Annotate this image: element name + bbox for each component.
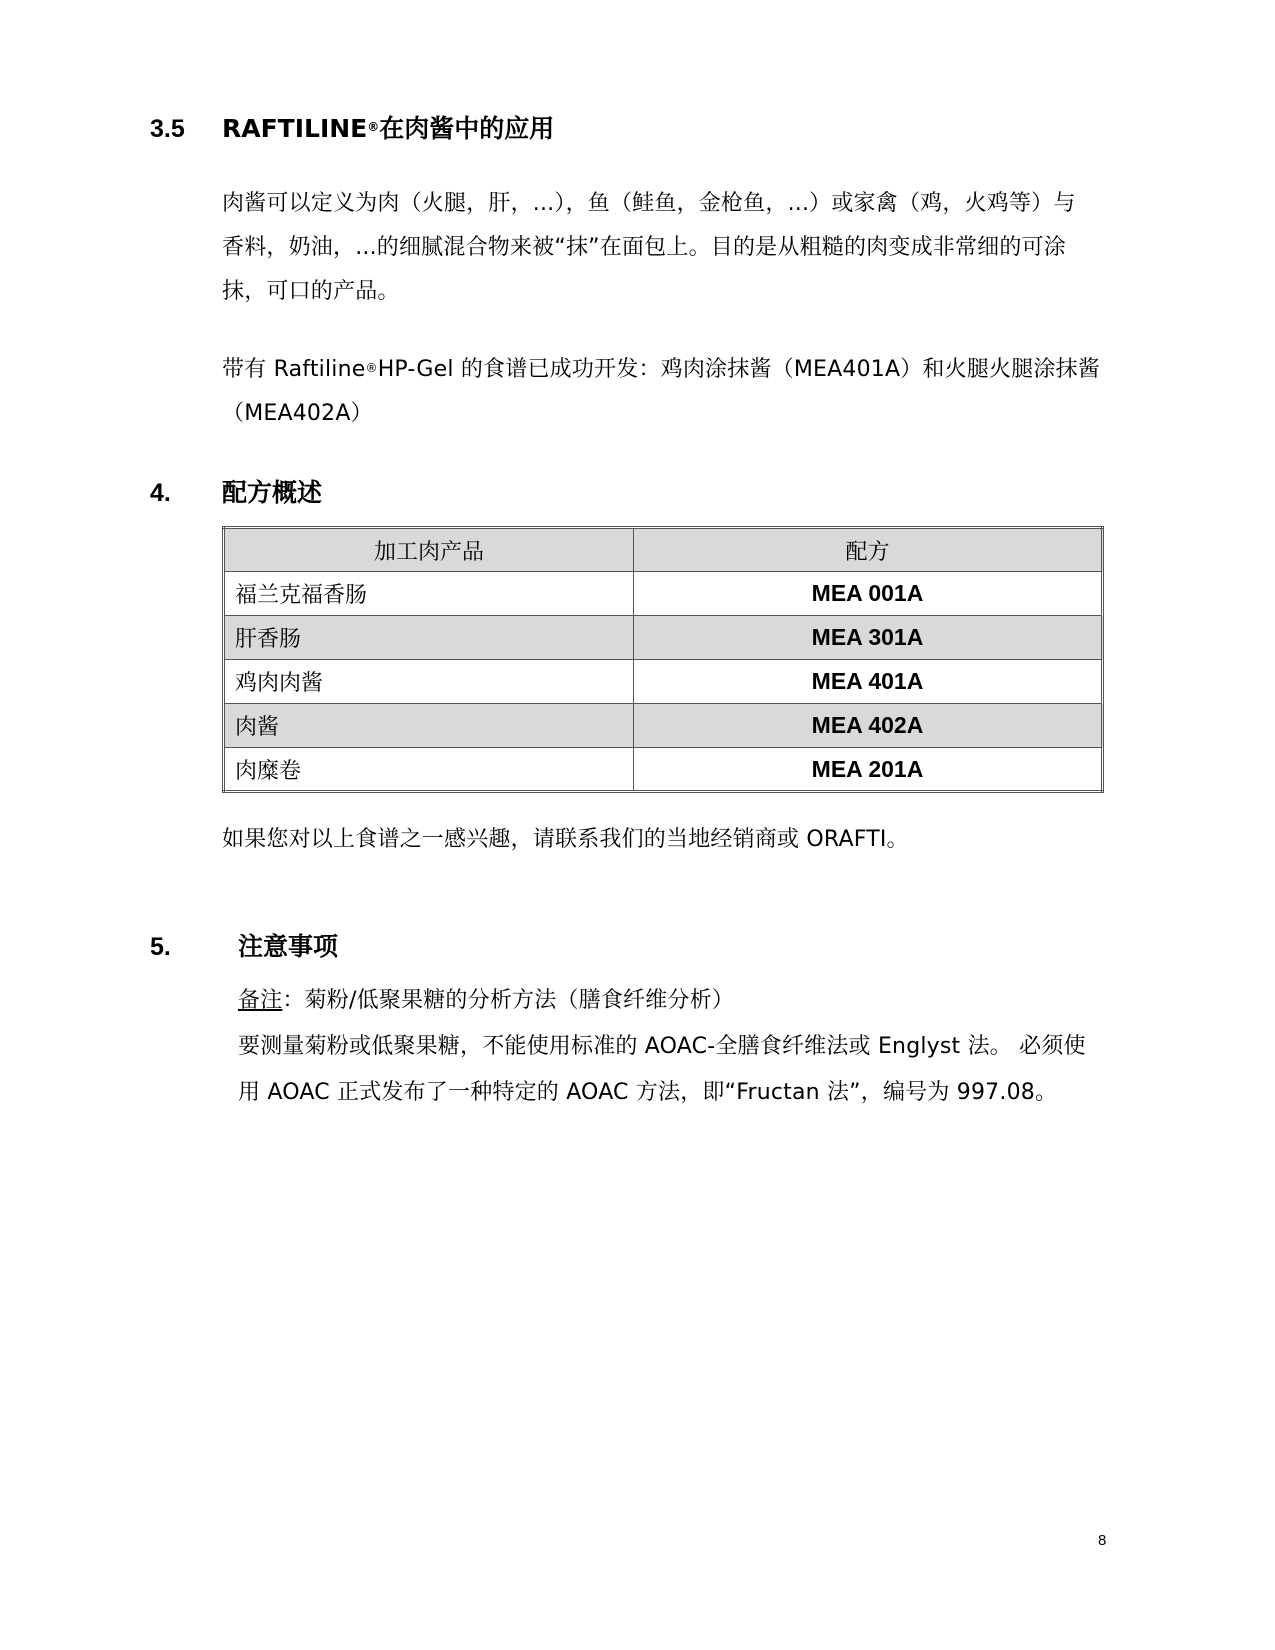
page-number: 8 [1098,1532,1107,1549]
title-rest: 在肉酱中的应用 [379,114,555,143]
column-header-recipe: 配方 [634,528,1103,572]
section-3-5-paragraph-2 [222,348,1122,436]
paragraph-line: 香料，奶油，...的细腻混合物来被“抹”在面包上。目的是从粗糙的肉变成非常细的可涂 [222,235,1066,260]
recipe-cell: MEA 201A [634,748,1103,792]
product-cell: 肝香肠 [224,616,634,660]
contact-paragraph: 如果您对以上食谱之一感兴趣，请联系我们的当地经销商或 ORAFTI。 [222,827,909,852]
section-5-number: 5. [150,933,171,961]
paragraph-line: 用 AOAC 正式发布了一种特定的 AOAC 方法，即“Fructan 法”，编号为 997.08。 [238,1080,1058,1105]
table-row [224,572,1103,616]
recipe-cell: MEA 402A [634,704,1103,748]
note-text: ：菊粉/低聚果糖的分析方法（膳食纤维分析） [282,988,735,1013]
section-3-5-paragraph-1 [222,182,1122,314]
recipe-cell: MEA 401A [634,660,1103,704]
paragraph-line [222,348,1122,392]
recipe-cell: MEA 001A [634,572,1103,616]
paragraph-line: 抹，可口的产品。 [222,279,400,304]
paragraph-line: 要测量菊粉或低聚果糖，不能使用标准的 AOAC-全膳食纤维法或 Englyst 法。 必须使 [238,1034,1086,1059]
note-label: 备注 [238,988,283,1013]
recipe-cell: MEA 301A [634,616,1103,660]
product-cell: 肉糜卷 [224,748,634,792]
table-row [224,748,1103,792]
table-header-row [224,528,1103,572]
product-cell: 福兰克福香肠 [224,572,634,616]
text-span: HP-Gel 的食谱已成功开发：鸡肉涂抹酱（MEA401A）和火腿火腿涂抹酱 [377,357,1101,382]
table-row [224,616,1103,660]
column-header-product: 加工肉产品 [224,528,634,572]
text-span: 带有 Raftiline [222,357,366,382]
recipe-table [222,526,1104,793]
title-brand: RAFTILINE [222,114,368,143]
section-5-paragraph [238,978,1118,1116]
section-5-title: 注意事项 [238,932,339,961]
paragraph-line: （MEA402A） [222,401,373,426]
note-line [238,978,1118,1024]
table-row [224,660,1103,704]
section-3-5-title [222,114,554,144]
section-3-5-number: 3.5 [150,115,185,143]
paragraph-line: 肉酱可以定义为肉（火腿，肝，...），鱼（鲑鱼，金枪鱼，...）或家禽（鸡，火鸡等）与 [222,191,1076,216]
table-row [224,704,1103,748]
section-4-number: 4. [150,479,171,507]
registered-mark: ® [365,361,378,375]
product-cell: 肉酱 [224,704,634,748]
product-cell: 鸡肉肉酱 [224,660,634,704]
registered-mark: ® [367,120,380,134]
section-4-title: 配方概述 [222,478,323,507]
